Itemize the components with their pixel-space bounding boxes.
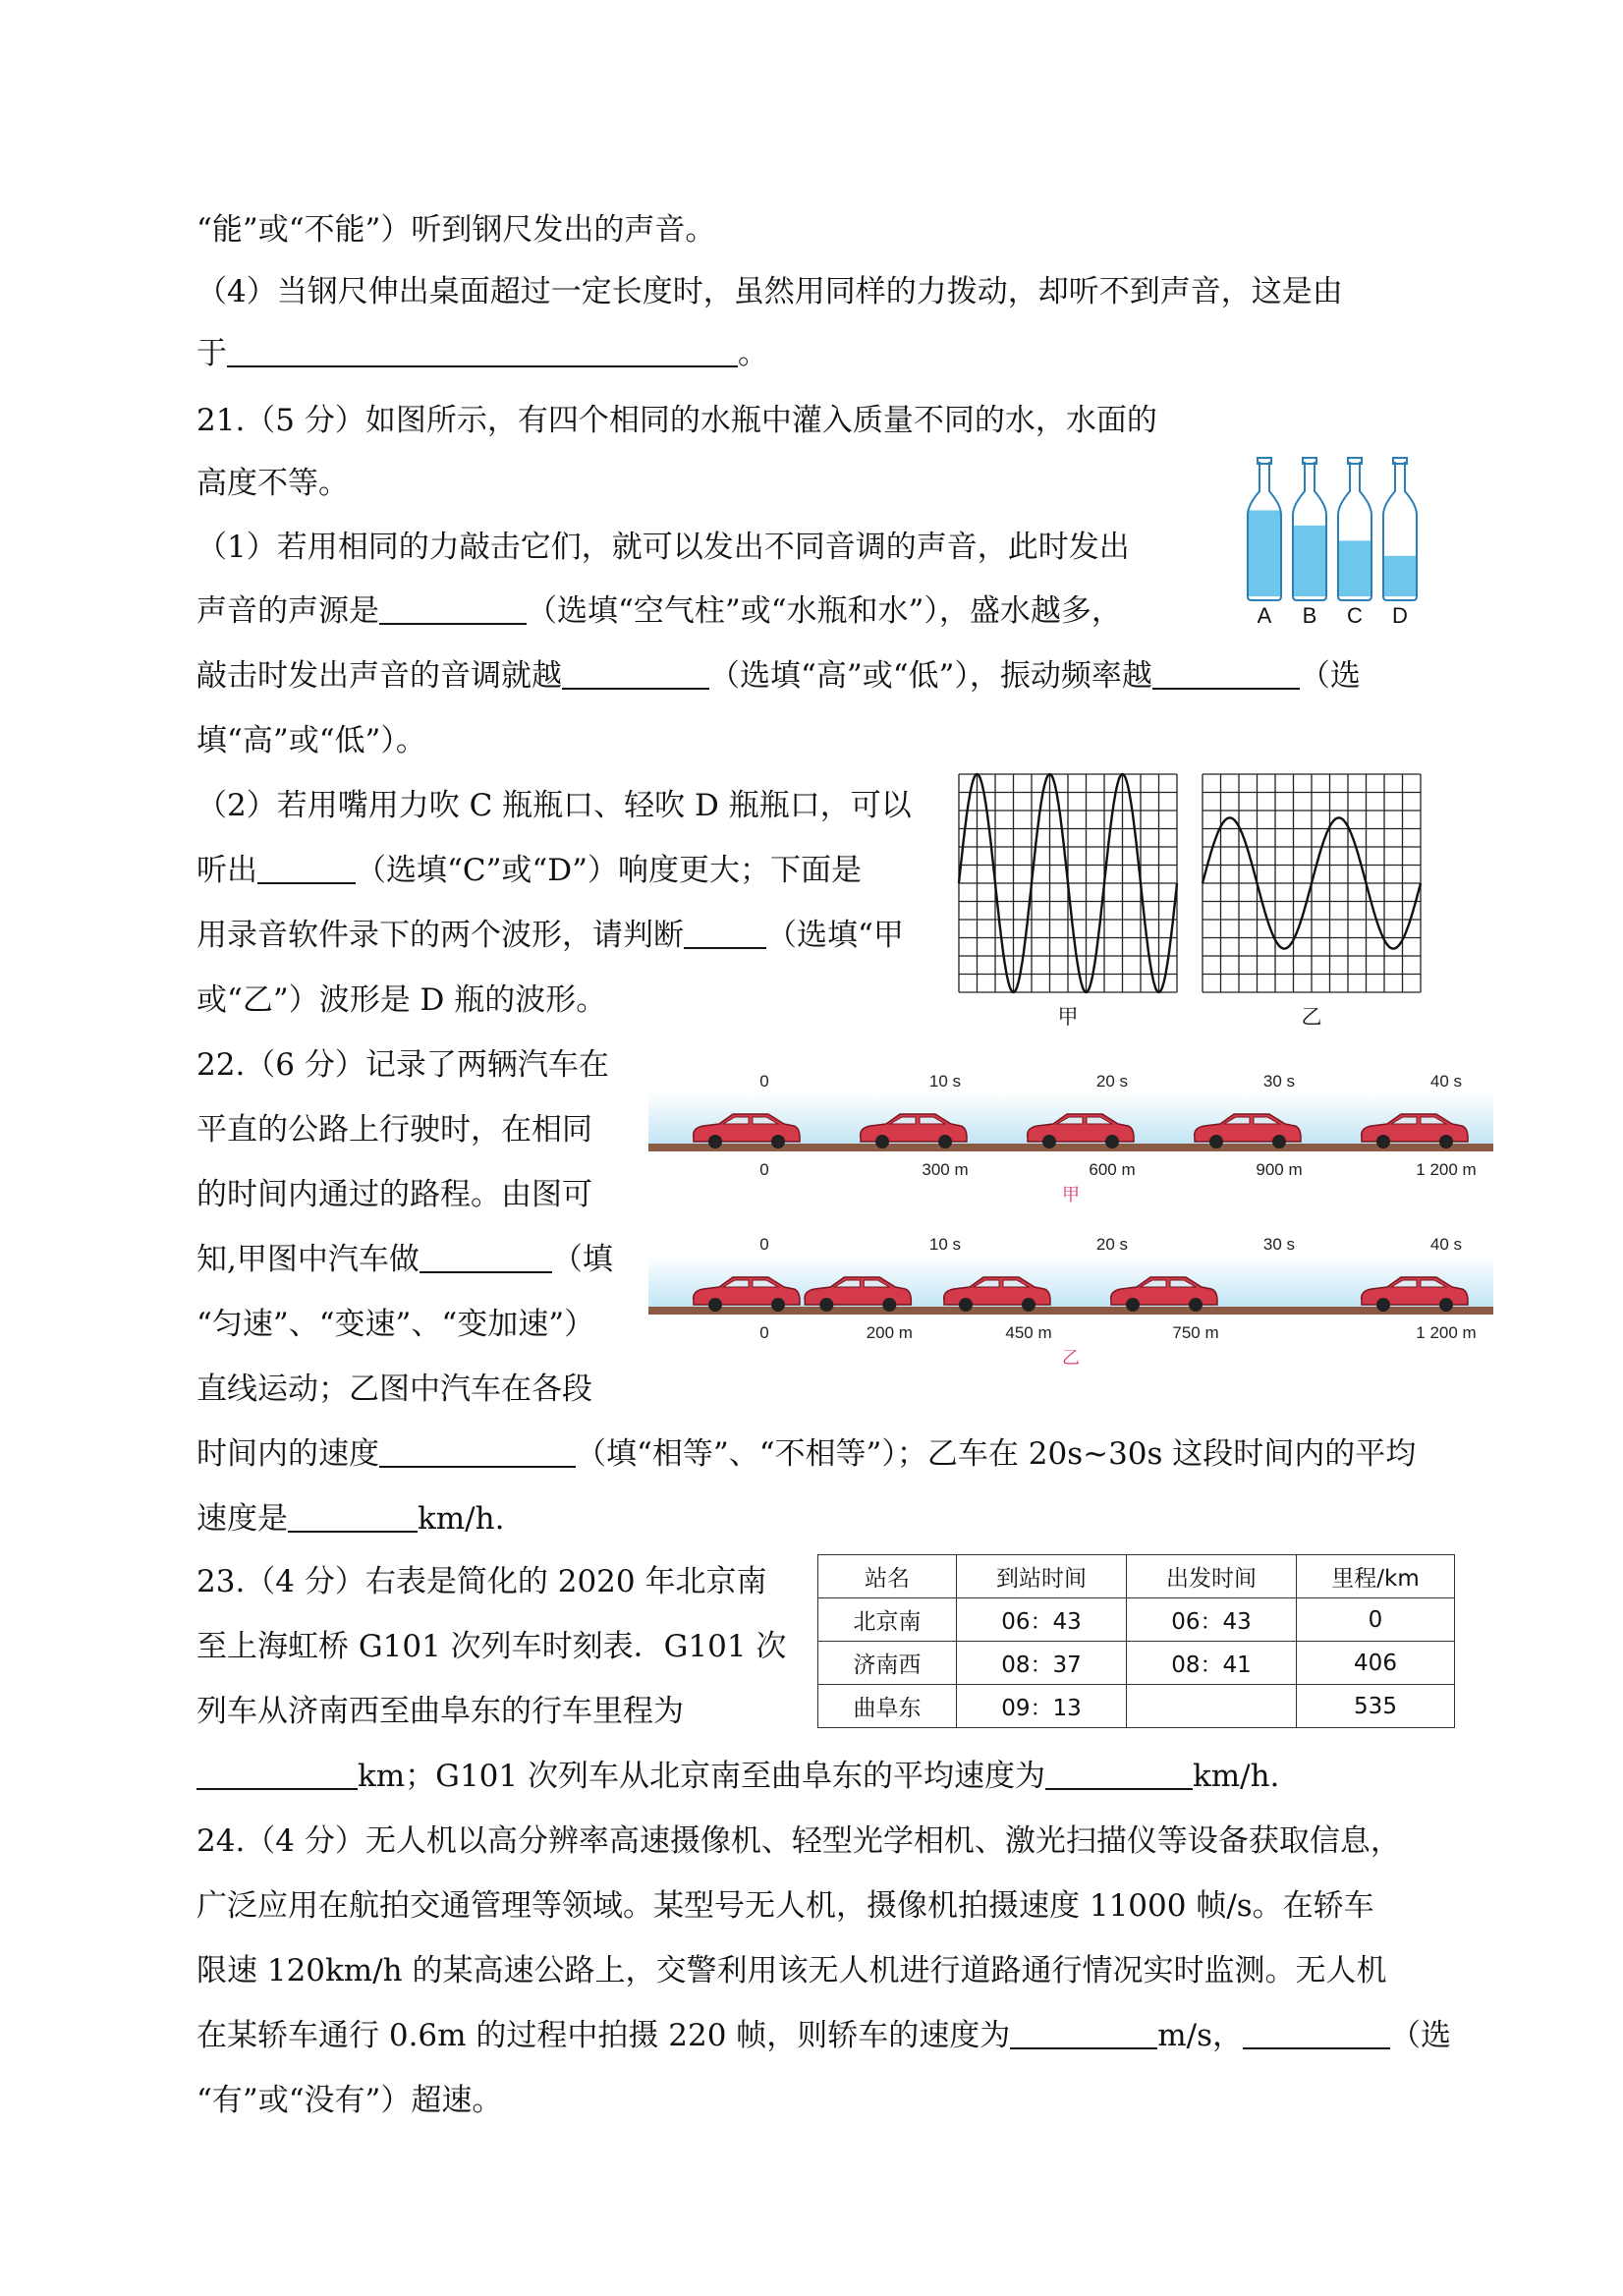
bottle-mouth bbox=[1258, 458, 1271, 464]
text-line bbox=[196, 916, 904, 955]
bottle-label: A bbox=[1257, 603, 1272, 628]
text-line: 平直的公路上行驶时，在相同 bbox=[196, 1112, 592, 1148]
answer-blank[interactable] bbox=[1152, 658, 1300, 690]
car-wheel bbox=[771, 1298, 785, 1312]
text-line bbox=[196, 591, 1122, 631]
text-line bbox=[196, 1240, 613, 1279]
answer-blank[interactable] bbox=[562, 658, 709, 690]
wave-label: 乙 bbox=[1301, 1006, 1322, 1029]
answer-blank[interactable] bbox=[257, 853, 356, 884]
answer-blank[interactable] bbox=[1045, 1759, 1193, 1790]
distance-label: 300 m bbox=[922, 1160, 969, 1179]
bottle-mouth bbox=[1348, 458, 1362, 464]
text-line bbox=[196, 1757, 1279, 1796]
time-label: 30 s bbox=[1262, 1235, 1296, 1254]
text: （填 bbox=[551, 1242, 613, 1277]
text: （选 bbox=[1299, 658, 1361, 694]
question-22-title: 22.（6 分）记录了两辆汽车在 bbox=[196, 1047, 609, 1083]
bottle-label: D bbox=[1392, 603, 1408, 628]
car-wheel bbox=[1105, 1135, 1119, 1148]
distance-label: 750 m bbox=[1172, 1323, 1219, 1342]
car-wheel bbox=[1376, 1298, 1390, 1312]
header-cell: 出发时间 bbox=[1127, 1555, 1297, 1598]
car-wheel bbox=[938, 1135, 952, 1148]
time-label: 20 s bbox=[1095, 1072, 1129, 1091]
time-label: 10 s bbox=[928, 1072, 962, 1091]
text-line: “有”或“没有”）超速。 bbox=[196, 2083, 503, 2118]
figure-label: 乙 bbox=[1062, 1348, 1080, 1368]
text-line: 广泛应用在航拍交通管理等领域。某型号无人机，摄像机拍摄速度 11000 帧/s。在轿车 bbox=[196, 1888, 1374, 1924]
question-21-title: 21.（5 分）如图所示，有四个相同的水瓶中灌入质量不同的水，水面的 bbox=[196, 403, 1157, 438]
train-timetable bbox=[817, 1554, 1455, 1728]
text-line: 至上海虹桥 G101 次列车时刻表．G101 次 bbox=[196, 1629, 787, 1664]
answer-blank[interactable] bbox=[288, 1501, 418, 1533]
car-wheel bbox=[959, 1298, 973, 1312]
table-cell: 535 bbox=[1297, 1685, 1455, 1728]
text: 听出 bbox=[196, 853, 257, 888]
bottle bbox=[1293, 458, 1326, 600]
answer-blank[interactable] bbox=[227, 336, 738, 367]
text: （选填“高”或“低”），振动频率越 bbox=[709, 658, 1152, 694]
time-label: 10 s bbox=[928, 1235, 962, 1254]
car-wheel bbox=[708, 1298, 722, 1312]
text-line: 高度不等。 bbox=[196, 466, 349, 501]
text: km/h. bbox=[1192, 1759, 1280, 1794]
bottle-water bbox=[1294, 526, 1325, 596]
text-line: “能”或“不能”）听到钢尺发出的声音。 bbox=[196, 212, 716, 248]
distance-label: 0 bbox=[759, 1160, 769, 1179]
bottle bbox=[1338, 458, 1371, 600]
text-line: （1）若用相同的力敲击它们，就可以发出不同音调的声音，此时发出 bbox=[196, 530, 1130, 565]
bottle bbox=[1248, 458, 1281, 600]
car-wheel bbox=[1272, 1135, 1286, 1148]
distance-label: 1 200 m bbox=[1416, 1323, 1477, 1342]
wave-label: 甲 bbox=[1057, 1006, 1079, 1029]
text: 时间内的速度 bbox=[196, 1436, 379, 1472]
car-wheel bbox=[1439, 1135, 1453, 1148]
text-line bbox=[196, 334, 768, 373]
text: 于 bbox=[196, 336, 227, 371]
answer-blank[interactable] bbox=[420, 1242, 552, 1273]
time-label: 20 s bbox=[1095, 1235, 1129, 1254]
table-cell: 08：41 bbox=[1127, 1642, 1297, 1685]
text: km；G101 次列车从北京南至曲阜东的平均速度为 bbox=[358, 1759, 1045, 1794]
answer-blank[interactable] bbox=[1243, 2018, 1390, 2049]
distance-label: 0 bbox=[759, 1323, 769, 1342]
table-cell: 08：37 bbox=[957, 1642, 1127, 1685]
text: km/h. bbox=[418, 1501, 505, 1537]
text: 。 bbox=[738, 336, 768, 371]
answer-blank[interactable] bbox=[196, 1759, 358, 1790]
bottle-label: C bbox=[1347, 603, 1363, 628]
water-bottles-figure bbox=[1236, 454, 1432, 631]
text-line: 列车从济南西至曲阜东的行车里程为 bbox=[196, 1694, 684, 1729]
waveform-jia bbox=[955, 770, 1183, 1036]
text: 知,甲图中汽车做 bbox=[196, 1242, 420, 1277]
car-wheel bbox=[819, 1298, 833, 1312]
answer-blank[interactable] bbox=[379, 1436, 576, 1468]
text: （选填“C”或“D”）响度更大；下面是 bbox=[356, 853, 862, 888]
bottle-water bbox=[1339, 540, 1371, 596]
question-24-title: 24.（4 分）无人机以高分辨率高速摄像机、轻型光学相机、激光扫描仪等设备获取信息， bbox=[196, 1823, 1401, 1859]
text-line: （2）若用嘴用力吹 C 瓶瓶口、轻吹 D 瓶瓶口，可以 bbox=[196, 788, 912, 823]
time-label: 0 bbox=[759, 1235, 769, 1254]
text-line: 限速 120km/h 的某高速公路上，交警利用该无人机进行道路通行情况实时监测。无人机 bbox=[196, 1953, 1387, 1988]
distance-label: 1 200 m bbox=[1416, 1160, 1477, 1179]
table-cell: 09：13 bbox=[957, 1685, 1127, 1728]
table-cell: 北京南 bbox=[818, 1598, 957, 1642]
table-header-row bbox=[818, 1555, 1455, 1598]
question-23-title: 23.（4 分）右表是简化的 2020 年北京南 bbox=[196, 1564, 767, 1599]
text-line: 或“乙”）波形是 D 瓶的波形。 bbox=[196, 982, 607, 1018]
text: 速度是 bbox=[196, 1501, 288, 1537]
time-label: 40 s bbox=[1429, 1235, 1463, 1254]
header-cell: 里程/km bbox=[1297, 1555, 1455, 1598]
car-wheel bbox=[1022, 1298, 1035, 1312]
car-wheel bbox=[1042, 1135, 1056, 1148]
time-label: 30 s bbox=[1262, 1072, 1296, 1091]
bottle-label: B bbox=[1302, 603, 1317, 628]
text: 敲击时发出声音的音调就越 bbox=[196, 658, 562, 694]
table-row bbox=[818, 1685, 1455, 1728]
text-line bbox=[196, 2016, 1451, 2055]
time-label: 40 s bbox=[1429, 1072, 1463, 1091]
text: 用录音软件录下的两个波形，请判断 bbox=[196, 918, 684, 953]
table-cell bbox=[1127, 1685, 1297, 1728]
table-cell: 0 bbox=[1297, 1598, 1455, 1642]
bottle-water bbox=[1384, 556, 1416, 596]
car-wheel bbox=[1189, 1298, 1203, 1312]
text-line: 的时间内通过的路程。由图可 bbox=[196, 1177, 592, 1212]
cars-figure-yi bbox=[648, 1232, 1493, 1370]
text-line bbox=[196, 656, 1361, 696]
text: （选 bbox=[1390, 2018, 1452, 2053]
text-line bbox=[196, 851, 862, 890]
text: （选填“空气柱”或“水瓶和水”），盛水越多， bbox=[527, 593, 1122, 629]
text-line: 直线运动；乙图中汽车在各段 bbox=[196, 1372, 592, 1407]
header-cell: 到站时间 bbox=[957, 1555, 1127, 1598]
table-cell: 06：43 bbox=[957, 1598, 1127, 1642]
figure-label: 甲 bbox=[1062, 1185, 1080, 1204]
car-wheel bbox=[1439, 1298, 1453, 1312]
answer-blank[interactable] bbox=[379, 593, 527, 625]
distance-label: 200 m bbox=[866, 1323, 913, 1342]
distance-label: 450 m bbox=[1005, 1323, 1052, 1342]
text-line: 填“高”或“低”）。 bbox=[196, 723, 426, 758]
table-row bbox=[818, 1642, 1455, 1685]
text: m/s， bbox=[1157, 2018, 1244, 2053]
text-line bbox=[196, 1499, 504, 1539]
table-cell: 06：43 bbox=[1127, 1598, 1297, 1642]
table-cell: 406 bbox=[1297, 1642, 1455, 1685]
cars-figure-jia bbox=[648, 1069, 1493, 1206]
text: （选填“甲 bbox=[766, 918, 904, 953]
bottle-mouth bbox=[1303, 458, 1316, 464]
text-line: （4）当钢尺伸出桌面超过一定长度时，虽然用同样的力拨动，却听不到声音，这是由 bbox=[196, 274, 1343, 309]
waveform-yi bbox=[1199, 770, 1427, 1036]
car-wheel bbox=[771, 1135, 785, 1148]
text: 在某轿车通行 0.6m 的过程中拍摄 220 帧，则轿车的速度为 bbox=[196, 2018, 1011, 2053]
text-line: “匀速”、“变速”、“变加速”） bbox=[196, 1307, 595, 1342]
car-wheel bbox=[1376, 1135, 1390, 1148]
bottle bbox=[1383, 458, 1417, 600]
table-row bbox=[818, 1598, 1455, 1642]
bottle-water bbox=[1249, 510, 1280, 596]
answer-blank[interactable] bbox=[684, 918, 766, 949]
distance-label: 900 m bbox=[1256, 1160, 1303, 1179]
car-wheel bbox=[1126, 1298, 1140, 1312]
car-wheel bbox=[1209, 1135, 1223, 1148]
text-line bbox=[196, 1434, 1416, 1474]
car-wheel bbox=[882, 1298, 896, 1312]
table-cell: 济南西 bbox=[818, 1642, 957, 1685]
car-wheel bbox=[708, 1135, 722, 1148]
text: 声音的声源是 bbox=[196, 593, 379, 629]
answer-blank[interactable] bbox=[1010, 2018, 1157, 2049]
time-label: 0 bbox=[759, 1072, 769, 1091]
distance-label: 600 m bbox=[1089, 1160, 1136, 1179]
text: （填“相等”、“不相等”）；乙车在 20s~30s 这段时间内的平均 bbox=[576, 1436, 1417, 1472]
header-cell: 站名 bbox=[818, 1555, 957, 1598]
car-wheel bbox=[875, 1135, 889, 1148]
bottle-mouth bbox=[1393, 458, 1407, 464]
table-cell: 曲阜东 bbox=[818, 1685, 957, 1728]
